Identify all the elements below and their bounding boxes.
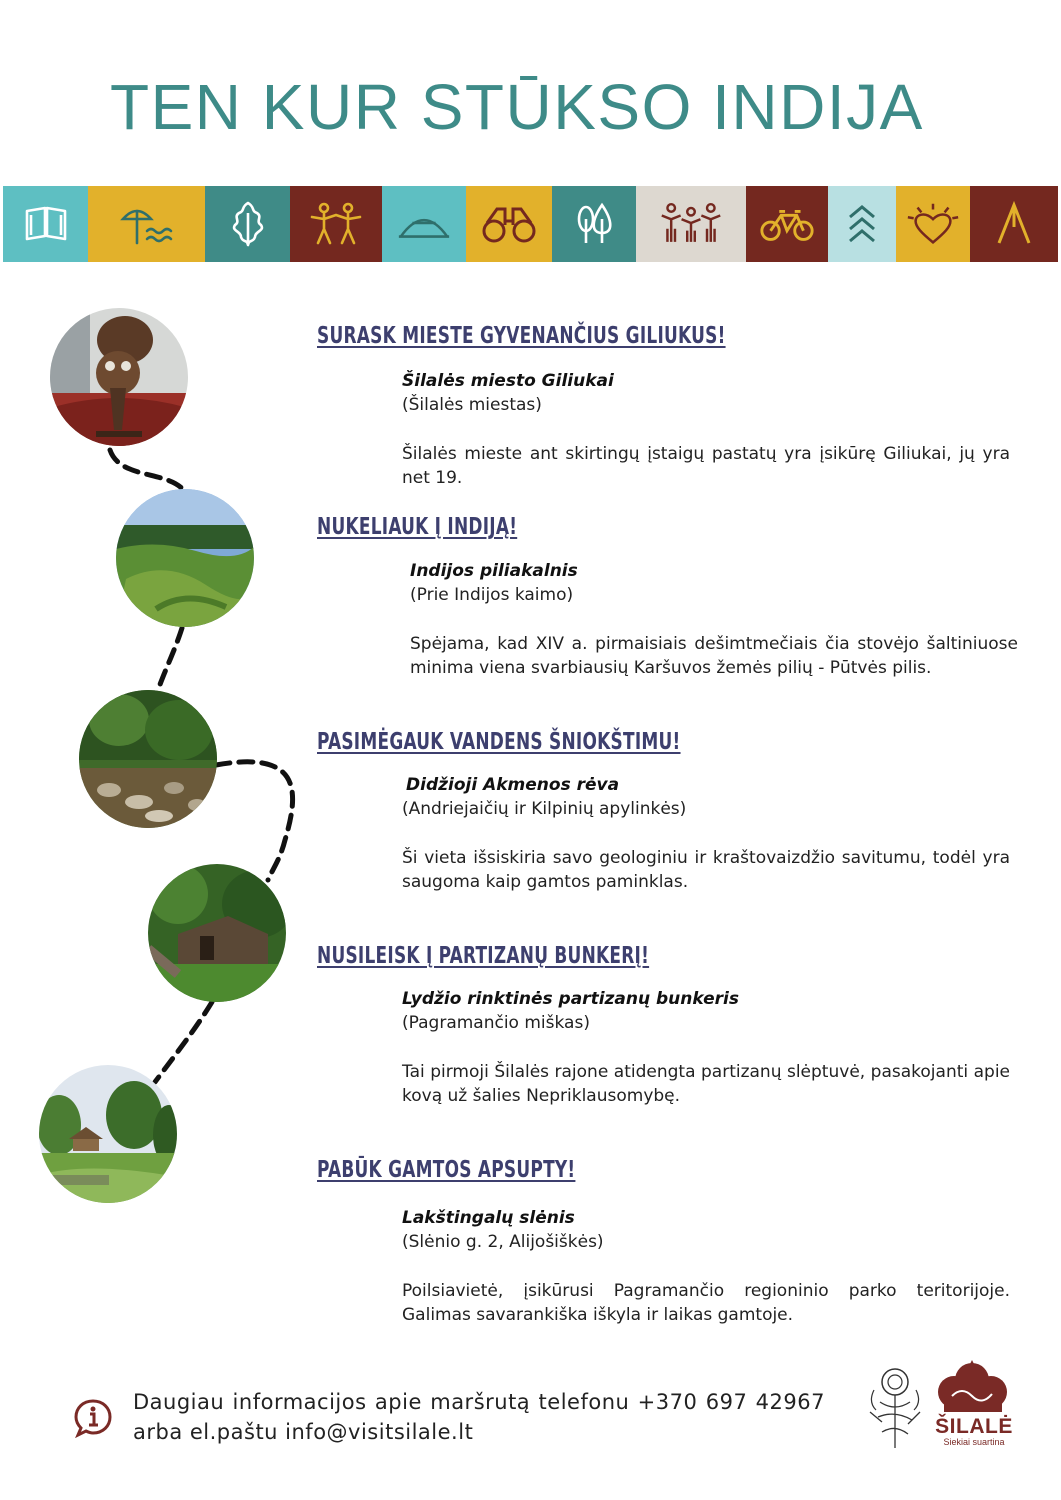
section-4-place: Lydžio rinktinės partizanų bunkeris (402, 989, 739, 1009)
road-icon (989, 199, 1039, 249)
section-1-heading: SURASK MIESTE GYVENANČIUS GILIUKUS! (317, 323, 726, 349)
section-2-description: Spėjama, kad XIV a. pirmaisiais dešimtmečiais čia stovėjo šaltiniuose minima viena svarbiausių Karšuvos žemės pilių - Pūtvės pilis. (410, 634, 1018, 678)
trees-icon (569, 199, 619, 249)
family-icon-tile (636, 186, 746, 262)
section-2-place: Indijos piliakalnis (410, 561, 578, 581)
info-icon (73, 1398, 113, 1438)
partisan-bunker-photo (148, 864, 286, 1002)
contact-info-email: arba el.paštu info@visitsilale.lt (133, 1420, 474, 1444)
hill-icon-tile (382, 186, 466, 262)
indija-hillfort-photo (116, 489, 254, 627)
section-2-heading: NUKELIAUK Į INDIJĄ! (317, 514, 518, 540)
section-5-location: (Slėnio g. 2, Alijošiškės) (402, 1232, 604, 1252)
section-5-heading: PABŪK GAMTOS APSUPTY! (317, 1157, 576, 1183)
binoculars-icon-tile (466, 186, 552, 262)
section-5-place: Lakštingalų slėnis (402, 1208, 575, 1228)
saint-emblem-logo (860, 1362, 930, 1452)
icon-bar (3, 186, 1058, 262)
section-1-place: Šilalės miesto Giliukai (402, 371, 614, 391)
chevrons-up-icon (837, 199, 887, 249)
trees-icon-tile (552, 186, 636, 262)
contact-info (133, 1387, 825, 1447)
section-3-description: Ši vieta išsiskiria savo geologiniu ir kraštovaizdžio savitumu, todėl yra saugoma kaip gamtos paminklas. (402, 848, 1010, 892)
giliukas-sculpture-photo (50, 308, 188, 446)
silale-logo-name: ŠILALĖ (935, 1415, 1013, 1438)
oak-leaf-icon-tile (205, 186, 290, 262)
section-2-location: (Prie Indijos kaimo) (410, 585, 574, 605)
family-icon (658, 199, 724, 249)
beach-umbrella-icon-tile (88, 186, 205, 262)
heart-sun-icon (904, 199, 962, 249)
contact-info-phone: Daugiau informacijos apie maršrutą telefonu +370 697 42967 (133, 1390, 825, 1414)
section-5-description: Poilsiavietė, įsikūrusi Pagramančio regioninio parko teritorijoje. Galimas savarankiška iškyla ir laikas gamtoje. (402, 1281, 1010, 1325)
beach-umbrella-icon (117, 199, 177, 249)
hill-icon (395, 199, 453, 249)
dancers-icon (305, 199, 367, 249)
akmenos-rapids-photo (79, 690, 217, 828)
page-title: TEN KUR STŪKSO INDIJA (110, 71, 924, 143)
lakstingalu-valley-photo (39, 1065, 177, 1203)
dancers-icon-tile (290, 186, 382, 262)
section-3-heading: PASIMĖGAUK VANDENS ŠNIOKŠTIMU! (317, 729, 681, 755)
section-3-location: (Andriejaičių ir Kilpinių apylinkės) (402, 799, 687, 819)
section-3-place: Didžioji Akmenos rėva (406, 775, 620, 795)
book-icon (21, 199, 71, 249)
road-icon-tile (970, 186, 1058, 262)
bicycle-icon (758, 199, 816, 249)
section-1-description: Šilalės mieste ant skirtingų įstaigų pastatų yra įsikūrę Giliukai, jų yra net 19. (402, 444, 1010, 488)
section-4-location: (Pagramančio miškas) (402, 1013, 590, 1033)
bicycle-icon-tile (746, 186, 828, 262)
binoculars-icon (479, 199, 539, 249)
chevrons-up-icon-tile (828, 186, 896, 262)
heart-sun-icon-tile (896, 186, 970, 262)
oak-leaf-icon (223, 199, 273, 249)
section-1-location: (Šilalės miestas) (402, 395, 542, 415)
silale-logo-tagline: Siekiai suartina (943, 1437, 1005, 1447)
section-4-heading: NUSILEISK Į PARTIZANŲ BUNKERĮ! (317, 943, 650, 969)
section-4-description: Tai pirmoji Šilalės rajone atidengta partizanų slėptuvė, pasakojanti apie kovą už šalies Nepriklausomybę. (402, 1062, 1010, 1106)
book-icon-tile (3, 186, 88, 262)
